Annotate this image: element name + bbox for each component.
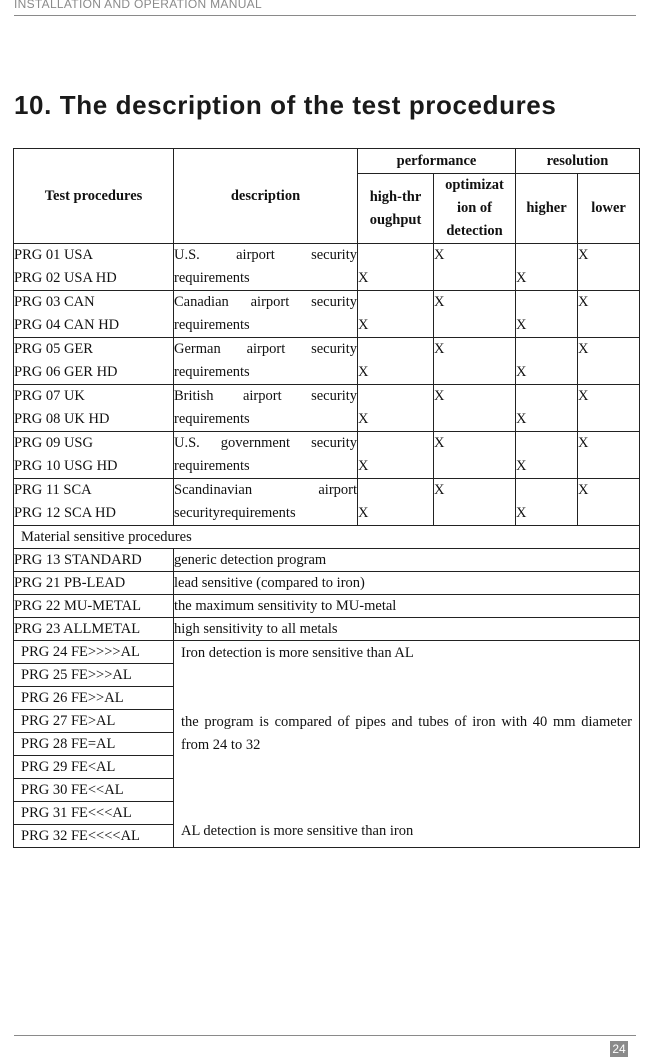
procedure-description (174, 385, 358, 432)
mark-cell (434, 338, 516, 385)
description-line: requirements (174, 270, 250, 286)
procedure-description (174, 291, 358, 338)
mark-bottom: X (358, 317, 369, 333)
description-line: U.S. government security (174, 435, 357, 451)
table-row (14, 595, 640, 618)
mark-bottom (578, 408, 639, 431)
mark-cell (358, 432, 434, 479)
table-row (14, 385, 640, 432)
optimization-line-2: ion of (456, 200, 493, 216)
mark-cell (578, 432, 640, 479)
mark-top (358, 291, 433, 314)
procedure-name: PRG 32 FE<<<<AL (14, 825, 174, 848)
test-procedures-table (13, 148, 640, 848)
procedure-names (14, 338, 174, 385)
mark-top: X (578, 341, 589, 357)
mark-top (358, 338, 433, 361)
col-header-high-throughput (358, 174, 434, 244)
mark-bottom: X (516, 411, 527, 427)
mark-bottom: X (516, 317, 527, 333)
col-header-resolution: resolution (516, 149, 640, 174)
description-line: requirements (174, 411, 250, 427)
table-row (14, 244, 640, 291)
procedure-description: lead sensitive (compared to iron) (174, 572, 640, 595)
procedure-name: PRG 31 FE<<<AL (14, 802, 174, 825)
mark-bottom (578, 502, 639, 525)
procedure-names (14, 479, 174, 526)
mark-bottom (578, 267, 639, 290)
col-header-performance: performance (358, 149, 516, 174)
description-line: securityrequirements (174, 505, 296, 521)
running-header: INSTALLATION AND OPERATION MANUAL (14, 0, 262, 11)
mark-cell (578, 385, 640, 432)
procedure-name: PRG 04 CAN HD (14, 317, 120, 333)
fe-desc-top: Iron detection is more sensitive than AL (181, 645, 414, 661)
description-line: requirements (174, 458, 250, 474)
procedure-name: PRG 03 CAN (14, 294, 95, 310)
description-line: U.S. airport security (174, 247, 357, 263)
mark-cell (516, 338, 578, 385)
mark-cell (516, 244, 578, 291)
procedure-description: high sensitivity to all metals (174, 618, 640, 641)
procedure-name: PRG 28 FE=AL (14, 733, 174, 756)
mark-bottom (434, 267, 515, 290)
table-row (14, 618, 640, 641)
col-header-test-procedures: Test procedures (14, 149, 174, 244)
mark-cell (516, 385, 578, 432)
mark-bottom: X (358, 364, 369, 380)
procedure-description (174, 479, 358, 526)
mark-top: X (578, 435, 589, 451)
table-row (14, 479, 640, 526)
fe-desc-bottom: AL detection is more sensitive than iron (181, 823, 414, 839)
section-row (14, 526, 640, 549)
mark-cell (358, 291, 434, 338)
procedure-name: PRG 21 PB-LEAD (14, 572, 174, 595)
mark-bottom (578, 314, 639, 337)
procedure-name: PRG 08 UK HD (14, 411, 110, 427)
procedure-names (14, 385, 174, 432)
optimization-line-3: detection (446, 223, 503, 239)
procedure-name: PRG 01 USA (14, 247, 93, 263)
col-header-higher: higher (516, 174, 578, 244)
mark-top (516, 432, 577, 455)
fe-description (174, 641, 640, 848)
procedure-name: PRG 05 GER (14, 341, 93, 357)
mark-bottom: X (516, 505, 527, 521)
table-row (14, 338, 640, 385)
mark-cell (516, 291, 578, 338)
page-title: 10. The description of the test procedures (14, 90, 557, 120)
procedure-description: the maximum sensitivity to MU-metal (174, 595, 640, 618)
mark-bottom (434, 314, 515, 337)
procedure-name: PRG 27 FE>AL (14, 710, 174, 733)
mark-top: X (578, 482, 589, 498)
section-label: Material sensitive procedures (14, 526, 640, 549)
mark-top (358, 385, 433, 408)
description-line: Canadian airport security (174, 294, 357, 310)
mark-bottom: X (516, 364, 527, 380)
mark-cell (358, 385, 434, 432)
high-throughput-line-1: high-thr (369, 188, 422, 205)
mark-top: X (578, 294, 589, 310)
mark-top (358, 479, 433, 502)
footer-divider (14, 1035, 636, 1036)
mark-cell (578, 338, 640, 385)
procedure-name: PRG 26 FE>>AL (14, 687, 174, 710)
mark-cell (358, 338, 434, 385)
mark-bottom (578, 361, 639, 384)
mark-top (358, 432, 433, 455)
mark-top: X (578, 388, 589, 404)
mark-cell (516, 432, 578, 479)
table-row (14, 291, 640, 338)
mark-bottom (434, 408, 515, 431)
procedure-name: PRG 13 STANDARD (14, 549, 174, 572)
mark-top (516, 385, 577, 408)
mark-cell (434, 385, 516, 432)
description-line: British airport security (174, 388, 357, 404)
mark-top (516, 479, 577, 502)
mark-cell (358, 244, 434, 291)
table-row (14, 572, 640, 595)
col-header-description: description (174, 149, 358, 244)
procedure-description: generic detection program (174, 549, 640, 572)
description-line: requirements (174, 317, 250, 333)
procedure-name: PRG 22 MU-METAL (14, 595, 174, 618)
table-row (14, 549, 640, 572)
mark-bottom: X (516, 270, 527, 286)
procedure-name: PRG 29 FE<AL (14, 756, 174, 779)
mark-bottom: X (516, 458, 527, 474)
fe-desc-middle: the program is compared of pipes and tubes of iron with 40 mm diameter from 24 to 32 (181, 714, 632, 753)
mark-bottom (434, 502, 515, 525)
header-divider (14, 15, 636, 16)
mark-top (516, 291, 577, 314)
mark-top: X (434, 388, 445, 404)
mark-top: X (434, 247, 445, 263)
procedure-name: PRG 02 USA HD (14, 270, 117, 286)
mark-cell (358, 479, 434, 526)
mark-cell (434, 244, 516, 291)
procedure-name: PRG 12 SCA HD (14, 505, 116, 521)
mark-cell (578, 479, 640, 526)
mark-cell (516, 479, 578, 526)
description-line: German airport security (174, 341, 357, 357)
mark-top: X (434, 294, 445, 310)
procedure-name: PRG 10 USG HD (14, 458, 118, 474)
mark-cell (434, 479, 516, 526)
procedure-name: PRG 06 GER HD (14, 364, 118, 380)
mark-top: X (434, 482, 445, 498)
mark-cell (578, 244, 640, 291)
description-line: Scandinavian airport (174, 482, 357, 498)
col-header-optimization (434, 174, 516, 244)
description-line: requirements (174, 364, 250, 380)
mark-bottom: X (358, 458, 369, 474)
mark-bottom: X (358, 505, 369, 521)
procedure-name: PRG 23 ALLMETAL (14, 618, 174, 641)
procedure-description (174, 432, 358, 479)
table-row (14, 432, 640, 479)
procedure-description (174, 244, 358, 291)
mark-top: X (434, 341, 445, 357)
mark-cell (434, 432, 516, 479)
header-row-1 (14, 149, 640, 174)
mark-cell (434, 291, 516, 338)
procedure-name: PRG 11 SCA (14, 482, 92, 498)
page-number: 24 (610, 1041, 628, 1057)
col-header-lower: lower (578, 174, 640, 244)
mark-top (516, 338, 577, 361)
procedure-name: PRG 30 FE<<AL (14, 779, 174, 802)
procedure-description (174, 338, 358, 385)
mark-bottom: X (358, 270, 369, 286)
mark-bottom (434, 361, 515, 384)
procedure-name: PRG 24 FE>>>>AL (14, 641, 174, 664)
procedure-name: PRG 25 FE>>>AL (14, 664, 174, 687)
table-row (14, 641, 640, 664)
procedure-names (14, 432, 174, 479)
procedure-name: PRG 09 USG (14, 435, 93, 451)
procedure-name: PRG 07 UK (14, 388, 85, 404)
mark-bottom (434, 455, 515, 478)
high-throughput-line-2: oughput (369, 211, 422, 228)
mark-cell (578, 291, 640, 338)
mark-top: X (578, 247, 589, 263)
mark-top: X (434, 435, 445, 451)
mark-top (516, 244, 577, 267)
procedure-names (14, 244, 174, 291)
mark-bottom (578, 455, 639, 478)
mark-top (358, 244, 433, 267)
optimization-line-1: optimizat (445, 177, 504, 193)
procedure-names (14, 291, 174, 338)
mark-bottom: X (358, 411, 369, 427)
